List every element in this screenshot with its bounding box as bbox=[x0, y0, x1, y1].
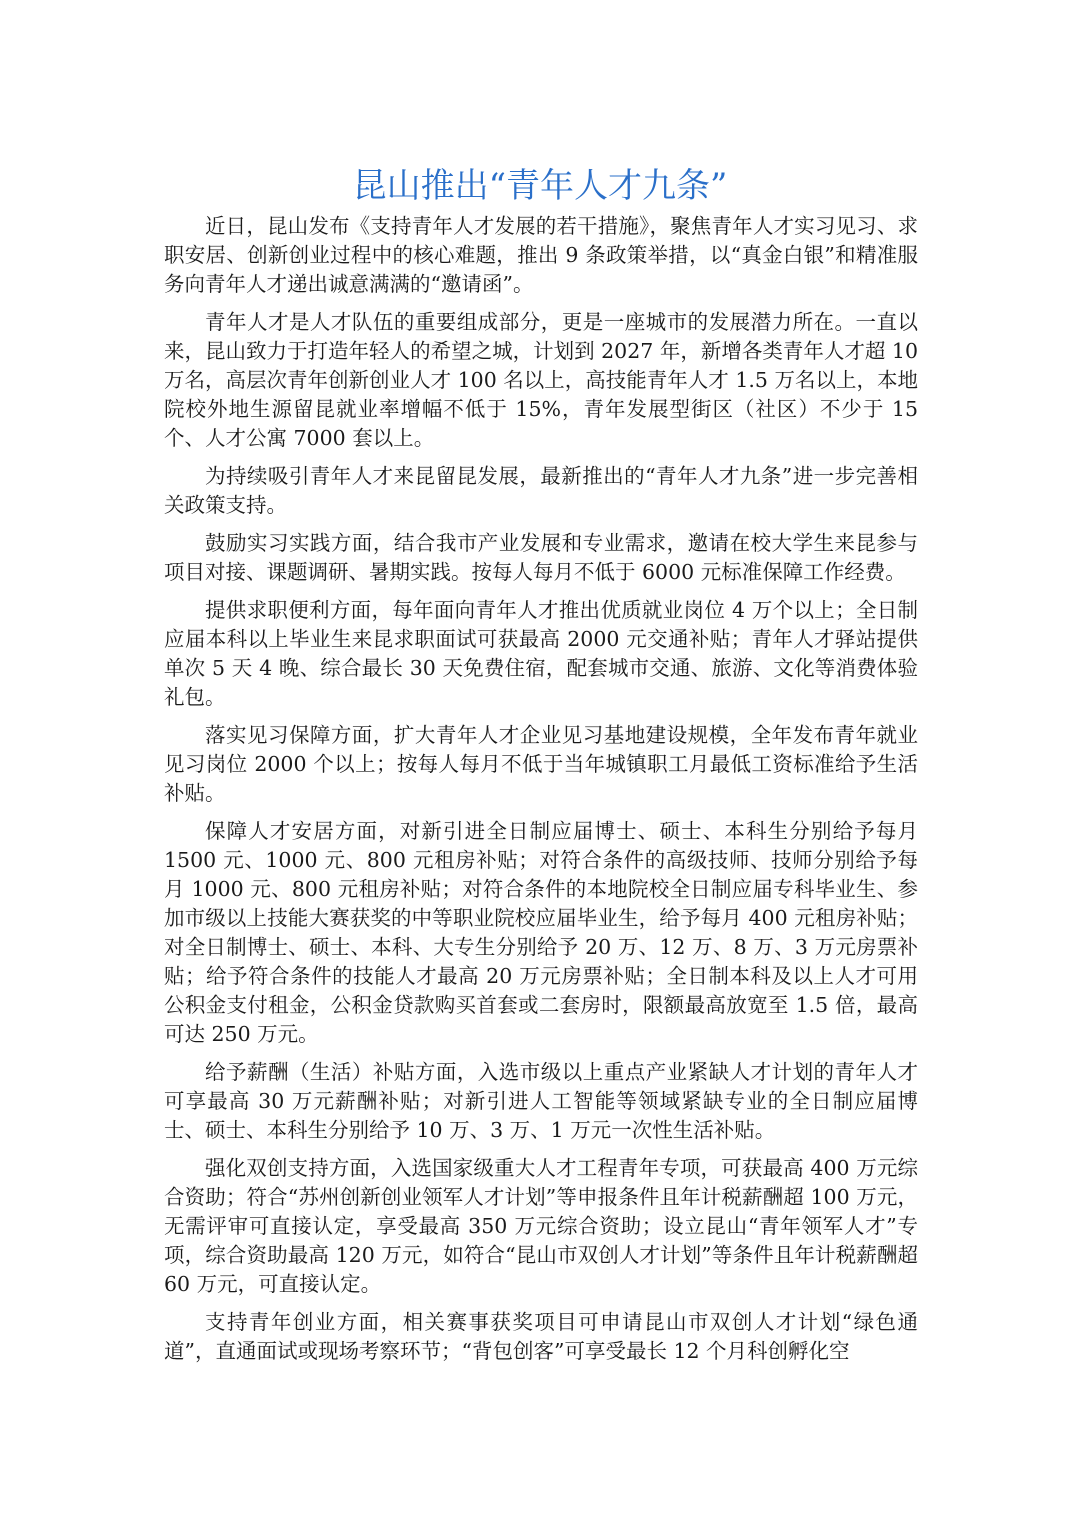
paragraph: 保障人才安居方面，对新引进全日制应届博士、硕士、本科生分别给予每月 1500 元、1000 元、800 元租房补贴；对符合条件的高级技师、技师分别给予每月 1000 元、800 元租房补贴；对符合条件的本地院校全日制应届专科毕业生、参加市级以上技能大赛获奖的中等职业院校应届毕业生，给予每月 400 元租房补贴；对全日制博士、硕士、本科、大专生分别给予 20 万、12 万、8 万、3 万元房票补贴；给予符合条件的技能人才最高 20 万元房票补贴；全日制本科及以上人才可用公积金支付租金，公积金贷款购买首套或二套房时，限额最高放宽至 1.5 倍，最高可达 250 万元。 bbox=[164, 819, 918, 1046]
paragraph: 近日，昆山发布《支持青年人才发展的若干措施》，聚焦青年人才实习见习、求职安居、创新创业过程中的核心难题，推出 9 条政策举措，以“真金白银”和精准服务向青年人才递出诚意满满的“邀请函”。 bbox=[164, 214, 918, 296]
paragraph: 强化双创支持方面，入选国家级重大人才工程青年专项，可获最高 400 万元综合资助；符合“苏州创新创业领军人才计划”等申报条件且年计税薪酬超 100 万元，无需评审可直接认定，享受最高 350 万元综合资助；设立昆山“青年领军人才”专项，综合资助最高 120 万元，如符合“昆山市双创人才计划”等条件且年计税薪酬超 60 万元，可直接认定。 bbox=[164, 1156, 918, 1296]
paragraph: 青年人才是人才队伍的重要组成部分，更是一座城市的发展潜力所在。一直以来，昆山致力于打造年轻人的希望之城，计划到 2027 年，新增各类青年人才超 10 万名，高层次青年创新创业人才 100 名以上，高技能青年人才 1.5 万名以上，本地院校外地生源留昆就业率增幅不低于 15%，青年发展型街区（社区）不少于 15 个、人才公寓 7000 套以上。 bbox=[164, 310, 918, 450]
paragraph: 为持续吸引青年人才来昆留昆发展，最新推出的“青年人才九条”进一步完善相关政策支持。 bbox=[164, 464, 918, 517]
paragraph: 给予薪酬（生活）补贴方面，入选市级以上重点产业紧缺人才计划的青年人才可享最高 30 万元薪酬补贴；对新引进人工智能等领域紧缺专业的全日制应届博士、硕士、本科生分别给予 10 万、3 万、1 万元一次性生活补贴。 bbox=[164, 1060, 918, 1142]
paragraph: 鼓励实习实践方面，结合我市产业发展和专业需求，邀请在校大学生来昆参与项目对接、课题调研、暑期实践。按每人每月不低于 6000 元标准保障工作经费。 bbox=[164, 531, 918, 584]
article-body bbox=[164, 212, 918, 1375]
paragraph: 落实见习保障方面，扩大青年人才企业见习基地建设规模，全年发布青年就业见习岗位 2000 个以上；按每人每月不低于当年城镇职工月最低工资标准给予生活补贴。 bbox=[164, 723, 918, 805]
page-title: 昆山推出“青年人才九条” bbox=[352, 166, 728, 206]
paragraph: 提供求职便利方面，每年面向青年人才推出优质就业岗位 4 万个以上；全日制应届本科以上毕业生来昆求职面试可获最高 2000 元交通补贴；青年人才驿站提供单次 5 天 4 晚、综合最长 30 天免费住宿，配套城市交通、旅游、文化等消费体验礼包。 bbox=[164, 598, 918, 709]
paragraph: 支持青年创业方面，相关赛事获奖项目可申请昆山市双创人才计划“绿色通道”，直通面试或现场考察环节；“背包创客”可享受最长 12 个月科创孵化空 bbox=[164, 1310, 918, 1363]
